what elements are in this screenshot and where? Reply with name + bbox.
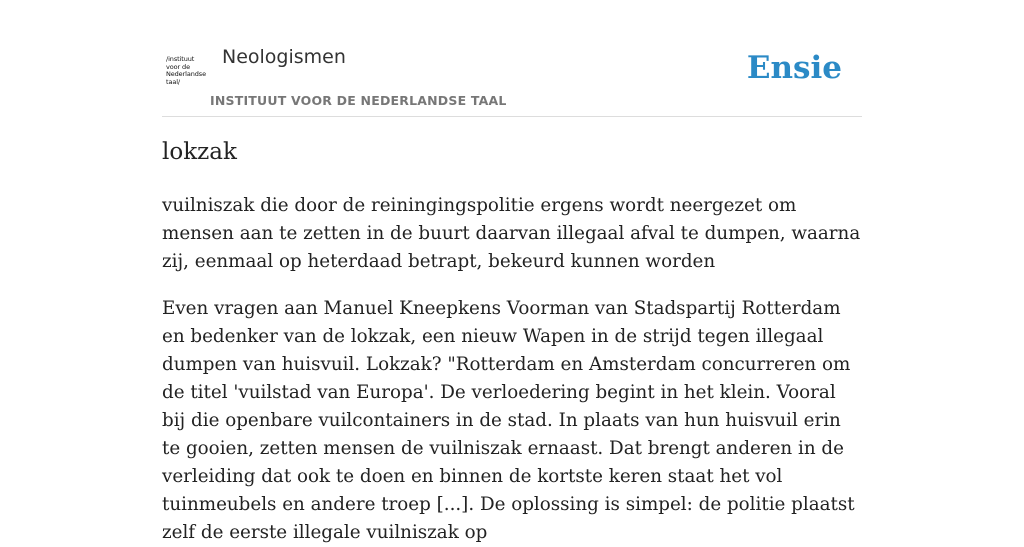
page bbox=[162, 0, 862, 543]
logo-line-3: Nederlandse bbox=[166, 70, 206, 79]
institute-name: INSTITUUT VOOR DE NEDERLANDSE TAAL bbox=[210, 93, 507, 108]
institute-logo[interactable] bbox=[166, 56, 208, 90]
header bbox=[162, 0, 862, 117]
logo-line-1: /instituut bbox=[166, 55, 195, 63]
definition: vuilniszak die door de reiningingspolitie ergens wordt neergezet om mensen aan te zetten in de buurt daarvan illegaal afval te dumpen, waarna zij, eenmaal op heterdaad betrapt, bekeurd kunnen worden bbox=[162, 195, 861, 272]
logo-line-4: taal/ bbox=[166, 77, 181, 86]
headword: lokzak bbox=[162, 139, 237, 165]
section-title[interactable]: Neologismen bbox=[222, 46, 346, 68]
brand-logo[interactable]: Ensie bbox=[746, 50, 842, 86]
logo-line-2: voor de bbox=[166, 62, 190, 71]
example-quote: Even vragen aan Manuel Kneepkens Voorman van Stadspartij Rotterdam en bedenker van de lokzak, een nieuw Wapen in de strijd tegen illegaal dumpen van huisvuil. Lokzak? "Rotterdam en Amsterdam concurreren om de titel 'vuilstad van Europa'. De verloedering begint in het klein. Vooral bij die openbare vuilcontainers in de stad. In plaats van hun huisvuil erin te gooien, zetten mensen de vuilniszak ernaast. Dat brengt anderen in de verleiding dat ook te doen en binnen de kortste keren staat het vol tuinmeubels en andere troep [...]. De oplossing is simpel: de politie plaatst zelf de eerste illegale vuilniszak op bbox=[162, 298, 855, 543]
